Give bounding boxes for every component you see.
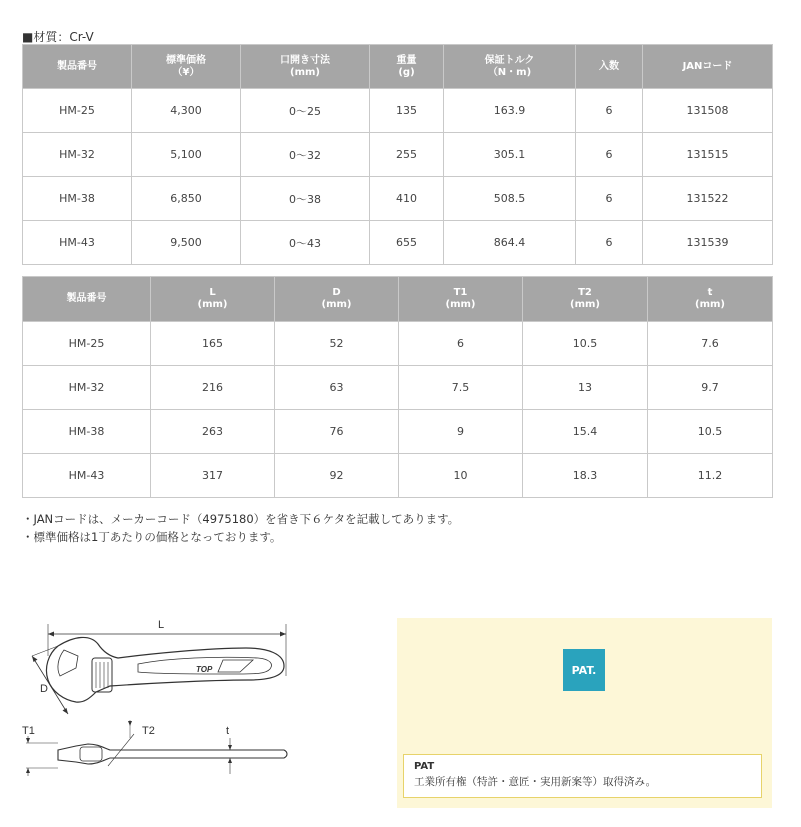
table-cell: HM-43 <box>23 221 132 265</box>
table-cell: 263 <box>151 410 275 454</box>
table-cell: HM-32 <box>23 366 151 410</box>
notes <box>22 510 459 546</box>
column-header <box>399 277 523 322</box>
column-header-line: T2 <box>578 287 592 298</box>
table-cell: 131539 <box>643 221 773 265</box>
table-cell: 11.2 <box>648 454 773 498</box>
table-cell: 655 <box>370 221 444 265</box>
wrench-dimension-drawing <box>18 606 298 786</box>
table-cell: 15.4 <box>523 410 648 454</box>
label-t: t <box>226 725 230 737</box>
table-cell: 10.5 <box>523 322 648 366</box>
table-cell: 317 <box>151 454 275 498</box>
column-header-line: 製品番号 <box>66 293 107 304</box>
column-header-line: JANコード <box>682 60 733 72</box>
patent-text: 工業所有権（特許・意匠・実用新案等）取得済み。 <box>414 776 657 788</box>
table-cell: 18.3 <box>523 454 648 498</box>
column-header <box>523 277 648 322</box>
column-header <box>151 277 275 322</box>
table-cell: 6 <box>576 133 643 177</box>
table-cell: 410 <box>370 177 444 221</box>
table-cell: 135 <box>370 89 444 133</box>
column-header-line: T1 <box>453 287 468 298</box>
material-label: ■材質：Cr-V <box>22 30 94 44</box>
column-header <box>241 45 370 89</box>
table-cell: HM-43 <box>23 454 151 498</box>
table-row <box>23 366 773 410</box>
column-header-line: 標準価格 <box>166 54 206 66</box>
label-L: L <box>158 619 165 631</box>
table-cell: 9 <box>399 410 523 454</box>
table-cell: 216 <box>151 366 275 410</box>
table-cell: 5,100 <box>132 133 241 177</box>
label-D: D <box>40 683 48 695</box>
column-header <box>576 45 643 89</box>
table-cell: 13 <box>523 366 648 410</box>
table-cell: 6 <box>576 221 643 265</box>
column-header-line: D <box>332 287 341 298</box>
table-cell: 92 <box>275 454 399 498</box>
table-cell: 255 <box>370 133 444 177</box>
table-cell: 864.4 <box>444 221 576 265</box>
note-jan: ・JANコードは、メーカーコード（4975180）を省き下６ケタを記載してあります。 <box>22 512 460 526</box>
table-cell: 0〜25 <box>241 89 370 133</box>
table-header-row <box>23 277 773 322</box>
table-cell: 508.5 <box>444 177 576 221</box>
table-cell: HM-38 <box>23 177 132 221</box>
column-header-line: (mm) <box>290 66 320 78</box>
column-header <box>23 45 132 89</box>
table-cell: 7.6 <box>648 322 773 366</box>
spec-table-dimensions <box>22 276 773 498</box>
patent-title: PAT <box>414 761 435 772</box>
table-cell: HM-25 <box>23 322 151 366</box>
table-row <box>23 177 773 221</box>
table-cell: 6,850 <box>132 177 241 221</box>
table-cell: 0〜32 <box>241 133 370 177</box>
column-header-line: (mm) <box>570 299 600 310</box>
column-header-line: 保証トルク <box>484 54 535 66</box>
table-cell: 131515 <box>643 133 773 177</box>
column-header <box>444 45 576 89</box>
table-row <box>23 454 773 498</box>
table-cell: 131522 <box>643 177 773 221</box>
note-price: ・標準価格は1丁あたりの価格となっております。 <box>22 530 282 544</box>
column-header-line: (mm) <box>695 299 725 310</box>
column-header-line: 製品番号 <box>57 60 97 72</box>
column-header-line: （¥） <box>172 66 200 78</box>
table-row <box>23 410 773 454</box>
table-cell: 163.9 <box>444 89 576 133</box>
table-cell: 9,500 <box>132 221 241 265</box>
column-header <box>370 45 444 89</box>
column-header-line: 重量 <box>396 54 417 66</box>
table-cell: 6 <box>576 177 643 221</box>
column-header <box>23 277 151 322</box>
table-row <box>23 133 773 177</box>
column-header <box>648 277 773 322</box>
table-cell: 6 <box>399 322 523 366</box>
table-cell: 165 <box>151 322 275 366</box>
table-cell: HM-38 <box>23 410 151 454</box>
column-header-line: 入数 <box>599 60 619 72</box>
table-cell: 7.5 <box>399 366 523 410</box>
column-header <box>643 45 773 89</box>
table-row <box>23 322 773 366</box>
column-header <box>275 277 399 322</box>
table-cell: 63 <box>275 366 399 410</box>
column-header-line: 口開き寸法 <box>280 54 330 66</box>
table-row <box>23 89 773 133</box>
column-header-line: (mm) <box>445 299 476 310</box>
column-header-line: (g) <box>398 66 415 78</box>
table-header-row <box>23 45 773 89</box>
patent-info-box <box>403 754 762 798</box>
table-cell: 10.5 <box>648 410 773 454</box>
table-cell: 52 <box>275 322 399 366</box>
label-T2: T2 <box>142 725 155 737</box>
column-header-line: (mm) <box>197 299 228 310</box>
column-header-line: t <box>707 287 713 298</box>
table-cell: 0〜43 <box>241 221 370 265</box>
column-header <box>132 45 241 89</box>
patent-panel <box>397 618 772 808</box>
table-cell: 76 <box>275 410 399 454</box>
table-cell: 4,300 <box>132 89 241 133</box>
table-cell: 6 <box>576 89 643 133</box>
table-cell: 305.1 <box>444 133 576 177</box>
table-cell: 131508 <box>643 89 773 133</box>
table-row <box>23 221 773 265</box>
table-cell: 9.7 <box>648 366 773 410</box>
spec-table-price <box>22 44 773 265</box>
column-header-line: （N・m) <box>487 66 532 78</box>
brand-logo: TOP <box>196 665 213 674</box>
patent-badge: PAT. <box>563 649 605 691</box>
table-cell: 0〜38 <box>241 177 370 221</box>
table-cell: 10 <box>399 454 523 498</box>
column-header-line: (mm) <box>321 299 352 310</box>
column-header-line: L <box>209 287 216 298</box>
label-T1: T1 <box>22 725 35 737</box>
table-cell: HM-25 <box>23 89 132 133</box>
table-cell: HM-32 <box>23 133 132 177</box>
